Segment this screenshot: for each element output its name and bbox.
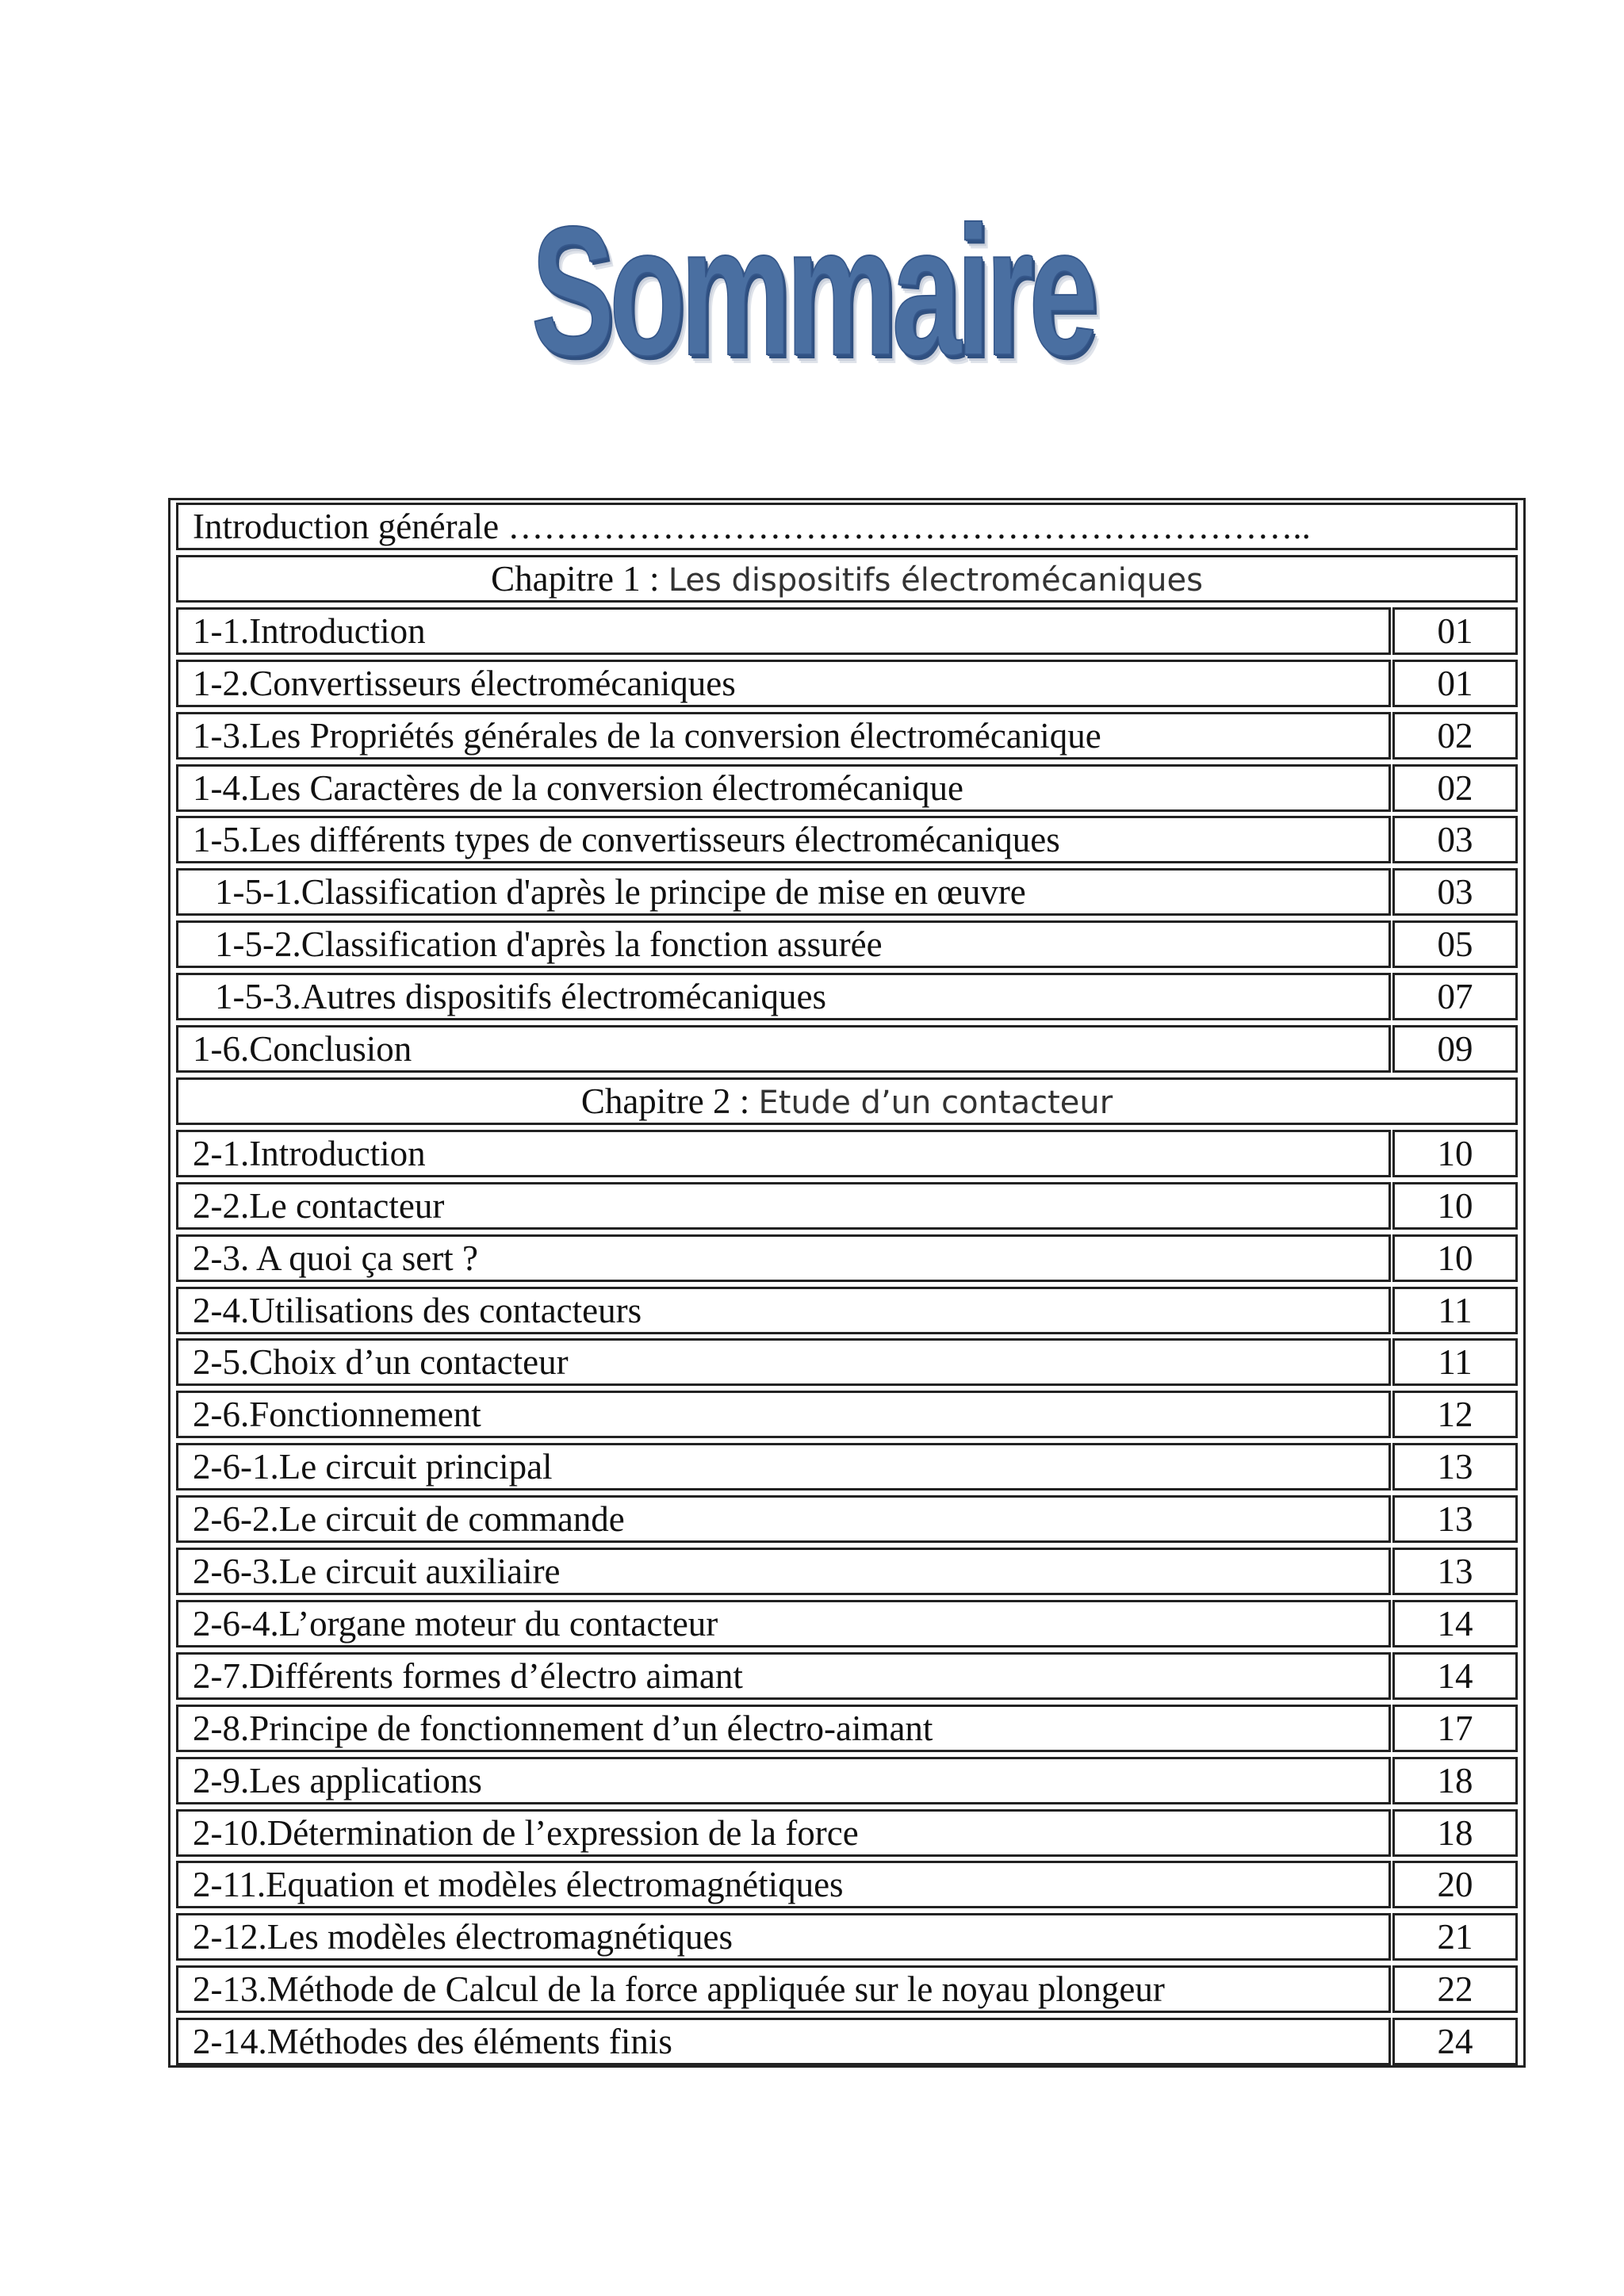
toc-row	[0, 1965, 1624, 2013]
toc-entry-label: 1-3.Les Propriétés générales de la conversion électromécanique	[176, 712, 1391, 760]
chapter-heading-row	[0, 555, 1624, 603]
toc-row	[0, 1130, 1624, 1177]
chapter-prefix: Chapitre 1 :	[491, 559, 660, 599]
toc-entry-page: 14	[1392, 1652, 1518, 1700]
toc-entry-page: 22	[1392, 1965, 1518, 2013]
toc-entry-label: 2-2.Le contacteur	[176, 1182, 1391, 1230]
toc-entry-page: 03	[1392, 816, 1518, 863]
toc-row	[0, 868, 1624, 916]
toc-entry-page: 18	[1392, 1757, 1518, 1804]
page-title: Sommaire	[530, 189, 1094, 394]
toc-entry-page: 01	[1392, 607, 1518, 655]
toc-entry-page: 03	[1392, 868, 1518, 916]
toc-entry-label: 2-3. A quoi ça sert ?	[176, 1234, 1391, 1282]
toc-row	[0, 1809, 1624, 1857]
toc-row	[0, 1234, 1624, 1282]
toc-entry-label: 2-11.Equation et modèles électromagnétiques	[176, 1861, 1391, 1908]
toc-entry-page: 18	[1392, 1809, 1518, 1857]
chapter-name: Etude d’un contacteur	[758, 1085, 1113, 1121]
toc-row	[0, 1443, 1624, 1490]
toc-entry-page: 02	[1392, 764, 1518, 812]
toc-row	[0, 712, 1624, 760]
toc-entry-label: 2-6.Fonctionnement	[176, 1391, 1391, 1438]
toc-row	[0, 1757, 1624, 1804]
toc-entry-page: 01	[1392, 660, 1518, 707]
toc-entry-label: 1-5.Les différents types de convertisseurs électromécaniques	[176, 816, 1391, 863]
toc-row	[0, 1338, 1624, 1386]
toc-entry-label: 2-6-3.Le circuit auxiliaire	[176, 1548, 1391, 1595]
toc-entry-page: 20	[1392, 1861, 1518, 1908]
toc-entry-page: 05	[1392, 920, 1518, 968]
toc-row	[0, 1705, 1624, 1752]
toc-entry-page: 11	[1392, 1338, 1518, 1386]
toc-row	[0, 1861, 1624, 1908]
toc-entry-label: 1-6.Conclusion	[176, 1025, 1391, 1073]
toc-row	[0, 1913, 1624, 1961]
toc-row	[0, 1600, 1624, 1647]
intro-leader-dots: …………………………………………………………..	[508, 507, 1311, 546]
toc-entry-label: 2-1.Introduction	[176, 1130, 1391, 1177]
toc-entry-page: 02	[1392, 712, 1518, 760]
toc-entry-label: 1-5-1.Classification d'après le principe de mise en œuvre	[176, 868, 1391, 916]
toc-row	[0, 1025, 1624, 1073]
toc-entry-page: 10	[1392, 1130, 1518, 1177]
toc-entry-page: 11	[1392, 1287, 1518, 1334]
toc-entry-page: 21	[1392, 1913, 1518, 1961]
toc-entry-label: 1-2.Convertisseurs électromécaniques	[176, 660, 1391, 707]
intro-cell	[176, 503, 1518, 550]
toc-entry-page: 13	[1392, 1495, 1518, 1543]
toc-row	[0, 607, 1624, 655]
toc-row	[0, 660, 1624, 707]
toc-entry-label: 1-1.Introduction	[176, 607, 1391, 655]
toc-entry-label: 2-6-2.Le circuit de commande	[176, 1495, 1391, 1543]
toc-entry-label: 2-14.Méthodes des éléments finis	[176, 2018, 1391, 2065]
toc-row	[0, 1287, 1624, 1334]
toc-row	[0, 764, 1624, 812]
toc-entry-page: 07	[1392, 973, 1518, 1020]
chapter-heading-row	[0, 1077, 1624, 1125]
chapter-heading	[176, 1077, 1518, 1125]
toc-entry-page: 10	[1392, 1182, 1518, 1230]
toc-row-intro	[0, 503, 1624, 550]
toc-row	[0, 1182, 1624, 1230]
toc-entry-label: 2-8.Principe de fonctionnement d’un électro-aimant	[176, 1705, 1391, 1752]
toc-entry-label: 1-4.Les Caractères de la conversion électromécanique	[176, 764, 1391, 812]
toc-row	[0, 1652, 1624, 1700]
toc-entry-label: 2-12.Les modèles électromagnétiques	[176, 1913, 1391, 1961]
toc-row	[0, 973, 1624, 1020]
toc-entry-label: 1-5-2.Classification d'après la fonction assurée	[176, 920, 1391, 968]
toc-entry-page: 09	[1392, 1025, 1518, 1073]
toc-entry-label: 2-6-1.Le circuit principal	[176, 1443, 1391, 1490]
chapter-heading	[176, 555, 1518, 603]
toc-row	[0, 1391, 1624, 1438]
toc-row	[0, 816, 1624, 863]
toc-entry-label: 2-13.Méthode de Calcul de la force appliquée sur le noyau plongeur	[176, 1965, 1391, 2013]
toc-entry-page: 14	[1392, 1600, 1518, 1647]
intro-label: Introduction générale	[193, 507, 500, 546]
toc-entry-page: 24	[1392, 2018, 1518, 2065]
toc-row	[0, 2018, 1624, 2065]
toc-entry-label: 2-6-4.L’organe moteur du contacteur	[176, 1600, 1391, 1647]
toc-entry-label: 2-7.Différents formes d’électro aimant	[176, 1652, 1391, 1700]
chapter-name: Les dispositifs électromécaniques	[668, 562, 1203, 599]
toc-entry-label: 2-10.Détermination de l’expression de la force	[176, 1809, 1391, 1857]
toc-entry-label: 1-5-3.Autres dispositifs électromécaniques	[176, 973, 1391, 1020]
toc-entry-page: 10	[1392, 1234, 1518, 1282]
toc-entry-page: 12	[1392, 1391, 1518, 1438]
toc-row	[0, 1495, 1624, 1543]
toc-row	[0, 920, 1624, 968]
toc-entry-label: 2-4.Utilisations des contacteurs	[176, 1287, 1391, 1334]
toc-entry-label: 2-5.Choix d’un contacteur	[176, 1338, 1391, 1386]
toc-row	[0, 1548, 1624, 1595]
toc-entry-page: 17	[1392, 1705, 1518, 1752]
toc-entry-page: 13	[1392, 1548, 1518, 1595]
toc-entry-page: 13	[1392, 1443, 1518, 1490]
toc-entry-label: 2-9.Les applications	[176, 1757, 1391, 1804]
chapter-prefix: Chapitre 2 :	[580, 1081, 750, 1121]
